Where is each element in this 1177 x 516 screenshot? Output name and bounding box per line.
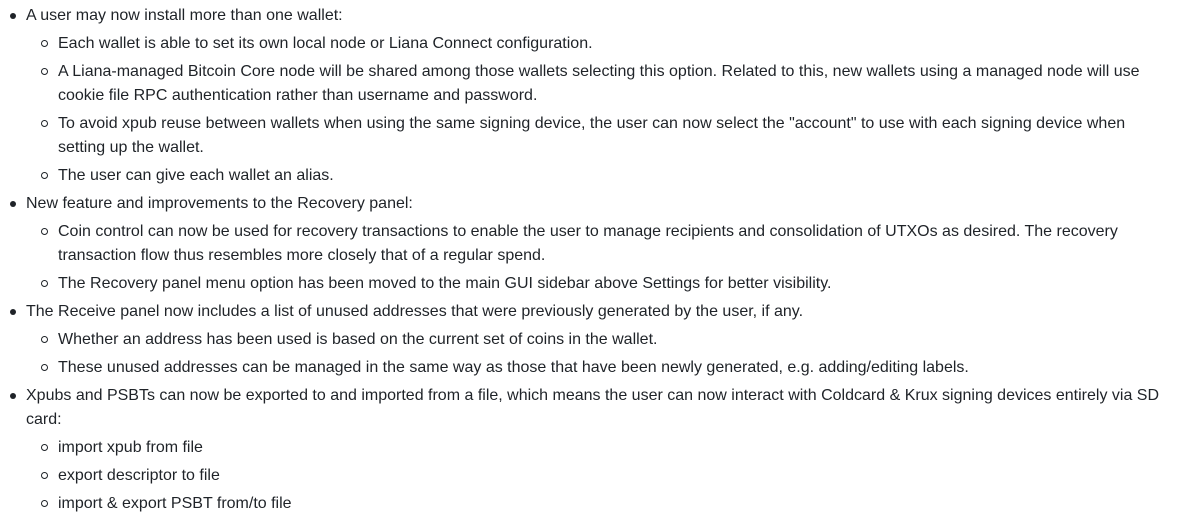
sub-list-item: import & export PSBT from/to file [58, 492, 1166, 516]
sub-list [26, 436, 1166, 516]
sub-list [26, 220, 1166, 296]
sub-list-item: The Recovery panel menu option has been moved to the main GUI sidebar above Settings for better visibility. [58, 272, 1166, 296]
sub-list-item: To avoid xpub reuse between wallets when using the same signing device, the user can now select the "account" to use with each signing device when setting up the wallet. [58, 112, 1148, 160]
list-item-text: A user may now install more than one wallet: [26, 7, 343, 24]
sub-list-item: Whether an address has been used is based on the current set of coins in the wallet. [58, 328, 1166, 352]
sub-list [26, 328, 1166, 380]
sub-list [26, 32, 1166, 188]
sub-list-item: A Liana-managed Bitcoin Core node will be shared among those wallets selecting this option. Related to this, new wallets using a managed node will use cookie file RPC authentication rather than username and password. [58, 60, 1148, 108]
list-item [26, 192, 1166, 296]
list-item-text: Xpubs and PSBTs can now be exported to and imported from a file, which means the user can now interact with Coldcard & Krux signing devices entirely via SD card: [26, 387, 1160, 428]
sub-list-item: import xpub from file [58, 436, 1166, 460]
list-item-text: New feature and improvements to the Recovery panel: [26, 195, 413, 212]
sub-list-item: Coin control can now be used for recovery transactions to enable the user to manage recipients and consolidation of UTXOs as desired. The recovery transaction flow thus resembles more closely that of a regular spend. [58, 220, 1148, 268]
sub-list-item: These unused addresses can be managed in the same way as those that have been newly generated, e.g. adding/editing labels. [58, 356, 1166, 380]
list-item-text: The Receive panel now includes a list of unused addresses that were previously generated by the user, if any. [26, 303, 804, 320]
list-item [26, 384, 1166, 516]
sub-list-item: Each wallet is able to set its own local node or Liana Connect configuration. [58, 32, 1166, 56]
list-item [26, 4, 1166, 188]
list-item [26, 300, 1166, 380]
sub-list-item: export descriptor to file [58, 464, 1166, 488]
sub-list-item: The user can give each wallet an alias. [58, 164, 1166, 188]
